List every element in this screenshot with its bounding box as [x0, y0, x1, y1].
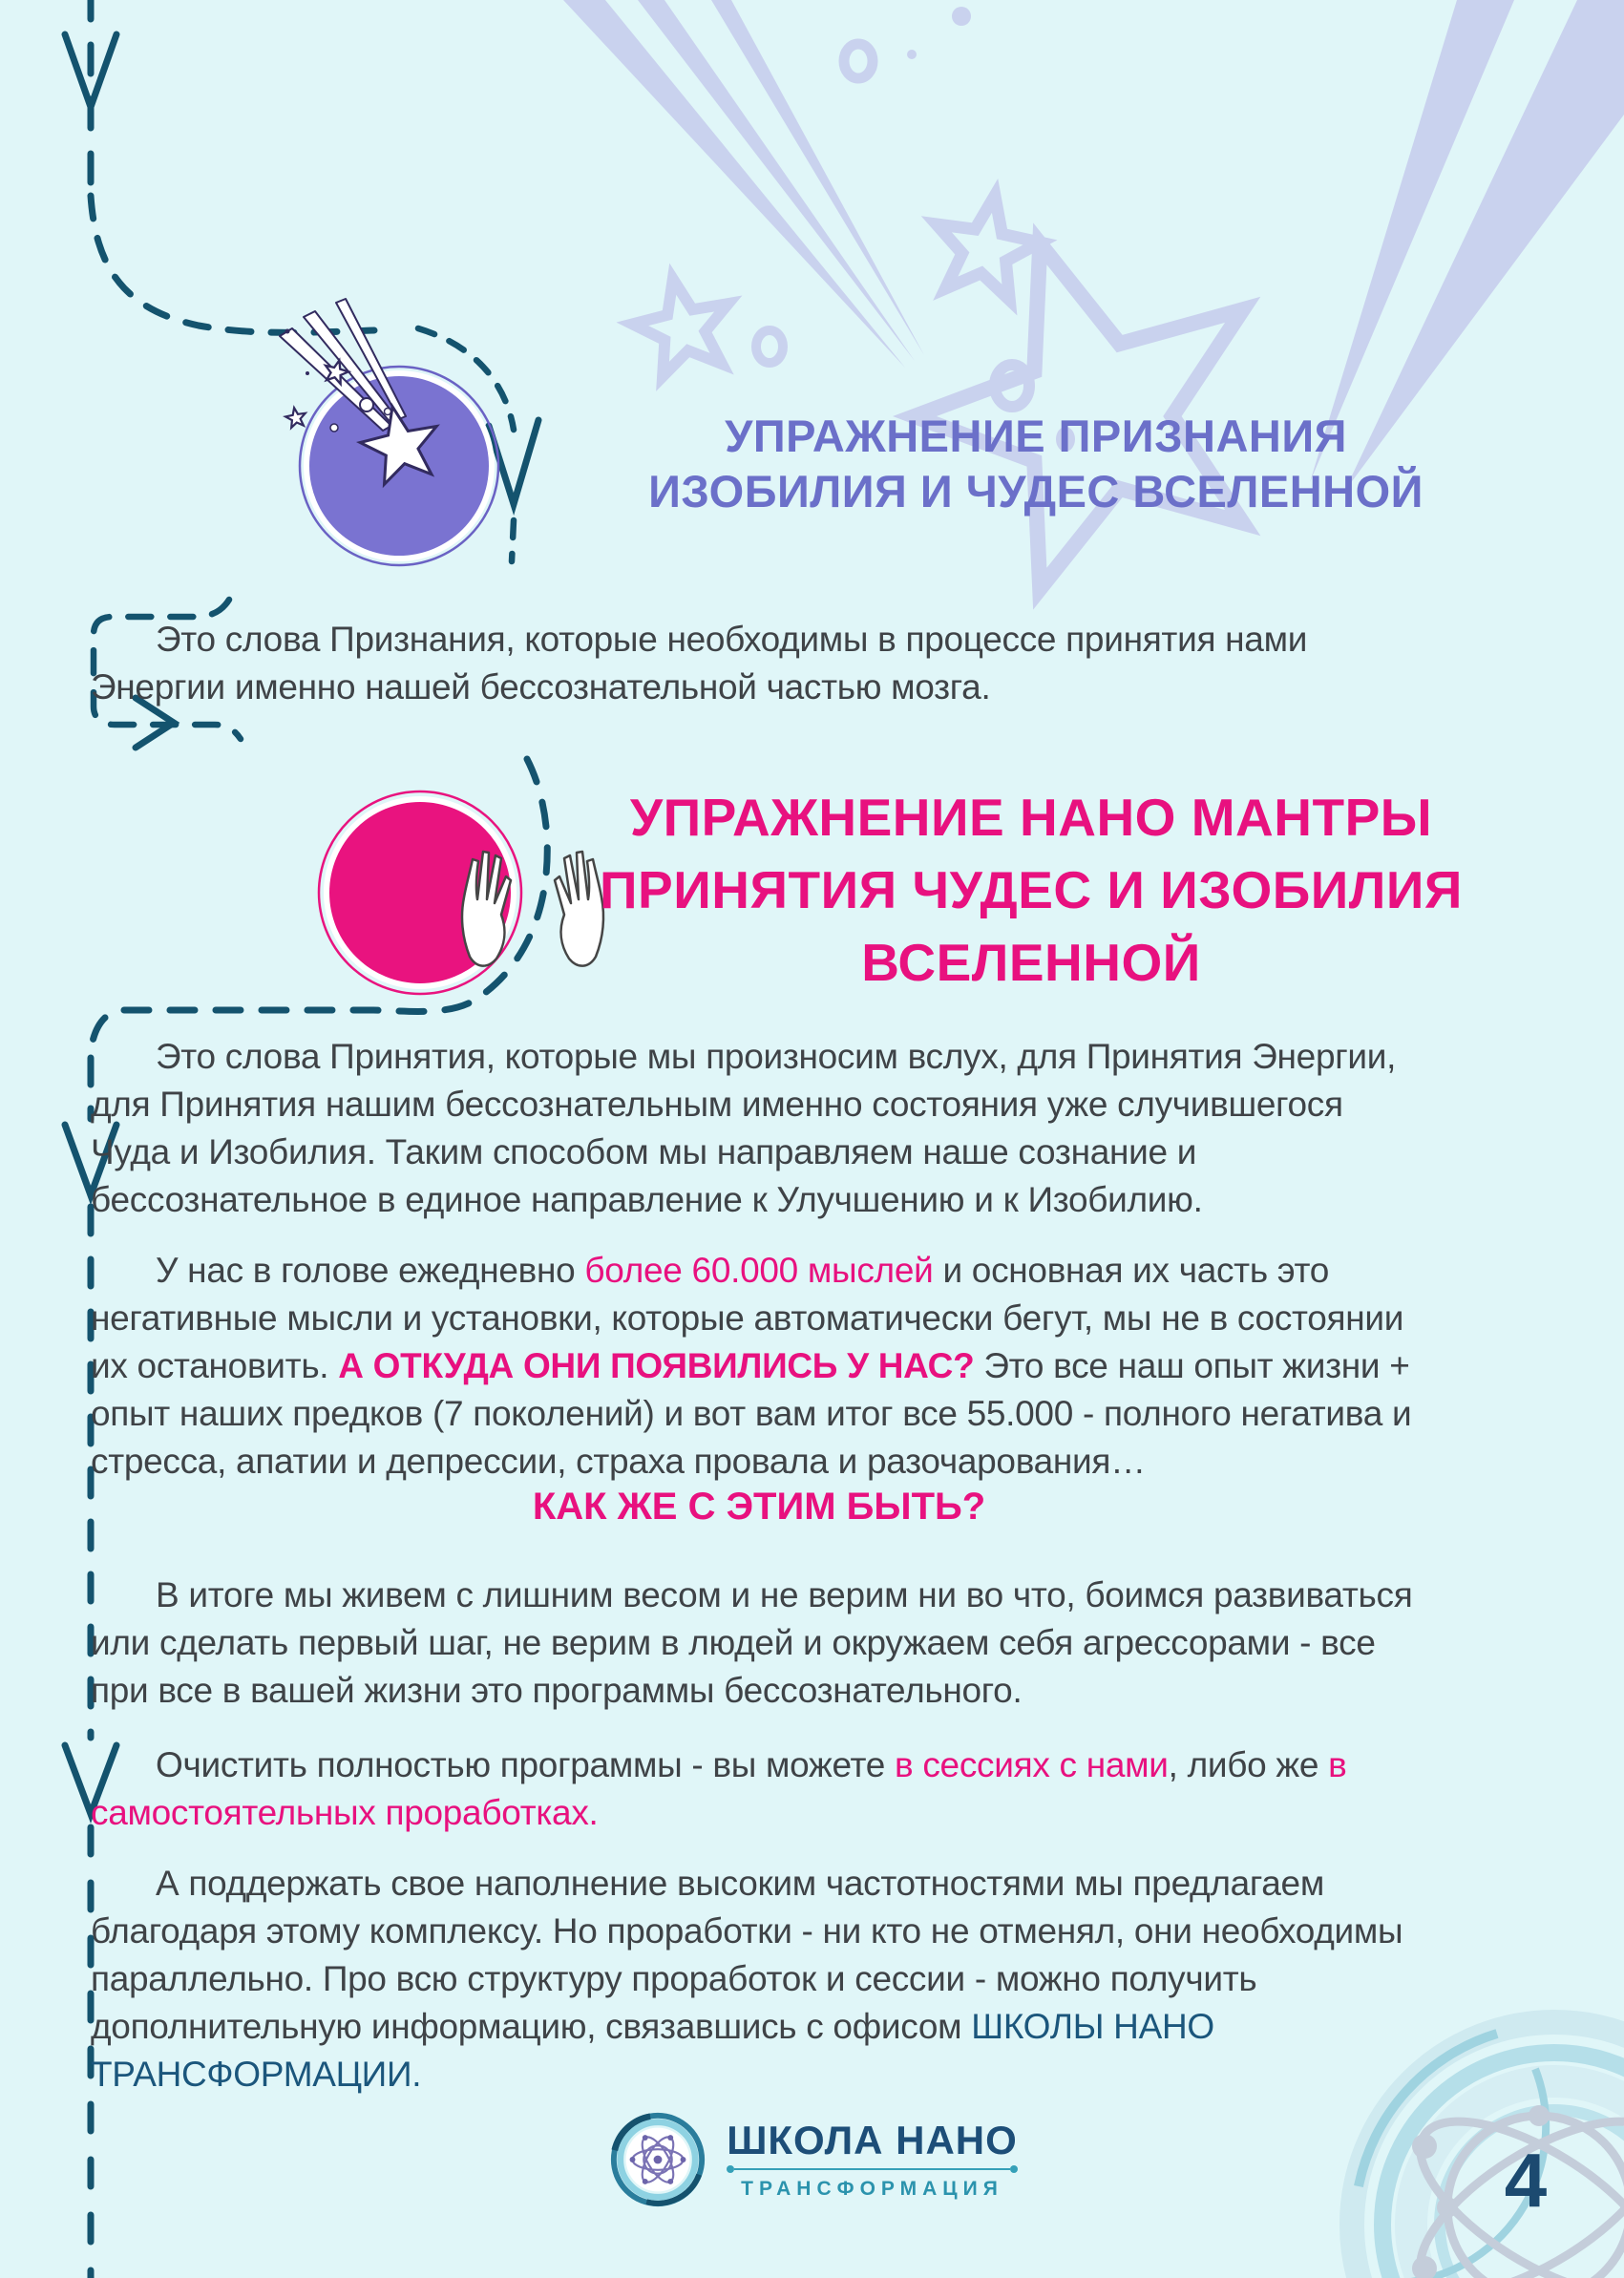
text-run: У нас в голове ежедневно — [156, 1251, 585, 1290]
logo-subtitle: ТРАНСФОРМАЦИЯ — [741, 2177, 1003, 2200]
heading-what-to-do: КАК ЖЕ С ЭТИМ БЫТЬ? — [532, 1486, 986, 1528]
text-run: и основная их часть это негативные мысли и установки, которые автоматически бегут, мы не в состоянии их остановить. — [91, 1251, 1404, 1385]
footer-logo — [0, 2108, 1624, 2211]
page-number: 4 — [1504, 2138, 1548, 2223]
logo-divider — [727, 2165, 1018, 2173]
heading-line: УПРАЖНЕНИЕ ПРИЗНАНИЯ — [725, 411, 1347, 461]
paragraph-acceptance-words — [91, 1033, 1427, 1224]
school-logo-icon — [606, 2108, 709, 2211]
text-run: В итоге мы живем с лишним весом и не верим ни во что, боимся развиваться или сделать первый шаг, не верим в людей и окружаем себя агрессорами - все при все в вашей жизни это программы бессознательного. — [91, 1575, 1413, 1710]
text-run: , либо же — [1168, 1745, 1329, 1784]
highlight-60000-thoughts: более 60.000 мыслей — [584, 1251, 934, 1290]
text-run: Это все наш опыт жизни + опыт наших предков (7 поколений) и вот вам итог все 55.000 - полного негатива и стресса, апатии и депрессии, страха провала и разочарования… — [91, 1346, 1412, 1481]
heading-nano-mantra-exercise — [535, 781, 1528, 999]
heading-line: ПРИНЯТИЯ ЧУДЕС И ИЗОБИЛИЯ — [600, 860, 1463, 919]
paragraph-recognition-words — [91, 616, 1427, 711]
big-star-outline-icon — [875, 190, 1305, 609]
heading-recognition-exercise — [496, 409, 1575, 519]
highlight-self-work: в самостоятельных проработках. — [91, 1745, 1347, 1832]
highlight-sessions-with-us: в сессиях с нами — [895, 1745, 1169, 1784]
heading-line: ИЗОБИЛИЯ И ЧУДЕС ВСЕЛЕННОЙ — [648, 466, 1424, 517]
highlight-where-from-question: А ОТКУДА ОНИ ПОЯВИЛИСЬ У НАС? — [338, 1346, 975, 1385]
star-outline-icon — [625, 269, 741, 381]
heading-line: УПРАЖНЕНИЕ НАНО МАНТРЫ — [629, 788, 1433, 847]
logo-text-block — [727, 2117, 1018, 2201]
text-run: Очистить полностью программы - вы можете — [156, 1745, 896, 1784]
paragraph-consequences — [91, 1571, 1427, 1715]
shooting-star-badge — [280, 299, 498, 565]
star-outline-icon — [926, 186, 1047, 303]
text-run: Это слова Признания, которые необходимы в процессе принятия нами Энергии именно нашей бессознательной частью мозга. — [91, 620, 1308, 707]
paragraph-clearing-programs — [91, 1741, 1427, 1837]
heading-line: ВСЕЛЕННОЙ — [861, 933, 1201, 992]
logo-title: ШКОЛА НАНО — [727, 2117, 1018, 2162]
text-run: Это слова Принятия, которые мы произносим вслух, для Принятия Энергии, для Принятия нашим бессознательным именно состояния уже случившегося Чуда и Изобилия. Таким способом мы направляем наше сознание и бессознательное в единое направление к Улучшению и к Изобилию. — [91, 1037, 1397, 1219]
paragraph-support-frequencies — [91, 1860, 1427, 2099]
small-star-icon — [285, 406, 307, 428]
paragraph-daily-thoughts — [91, 1247, 1427, 1486]
text-run: А поддержать свое наполнение высоким частотностями мы предлагаем благодаря этому комплексу. Но проработки - ни кто не отменял, они необходимы параллельно. Про всю структуру проработок и сессии - можно получить дополнительную информацию, связавшись с офисом — [91, 1864, 1403, 2046]
highlight-school-name: ШКОЛЫ НАНО ТРАНСФОРМАЦИИ. — [91, 2007, 1214, 2094]
